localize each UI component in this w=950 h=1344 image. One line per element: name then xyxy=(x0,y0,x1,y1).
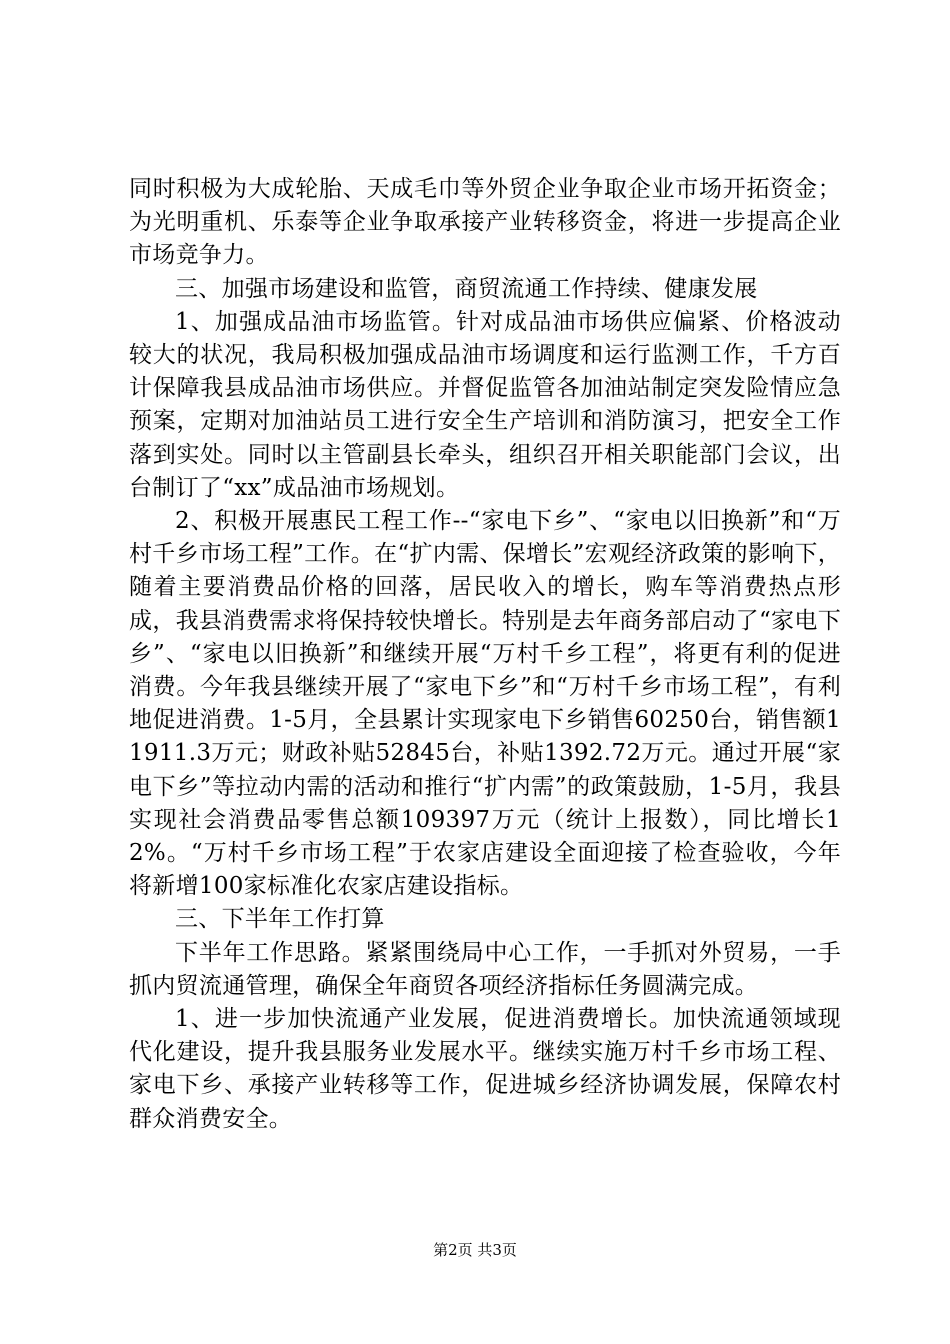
section-heading-plan: 三、下半年工作打算 xyxy=(175,906,385,933)
paragraph-huimin-project: 2、积极开展惠民工程工作--“家电下乡”、“家电以旧换新”和“万村千乡市场工程”工作。在“扩内需、保增长”宏观经济政策的影响下，随着主要消费品价格的回落，居民收入的增长，购车等消费热点形成，我县消费需求将保持较快增长。特别是去年商务部启动了“家电下乡”、“家电以旧换新”和继续开展“万村千乡工程”，将更有利的促进消费。今年我县继续开展了“家电下乡”和“万村千乡市场工程”，有利地促进消费。1-5月，全县累计实现家电下乡销售60250台，销售额11911.3万元；财政补贴52845台，补贴1392.72万元。通过开展“家电下乡”等拉动内需的活动和推行“扩内需”的政策鼓励，1-5月，我县实现社会消费品零售总额109397万元（统计上报数），同比增长12%。“万村千乡市场工程”于农家店建设全面迎接了检查验收，今年将新增100家标准化农家店建设指标。 xyxy=(129,508,841,900)
document-body xyxy=(129,173,841,1136)
paragraph-work-idea: 下半年工作思路。紧紧围绕局中心工作，一手抓对外贸易，一手抓内贸流通管理，确保全年商贸各项经济指标任务圆满完成。 xyxy=(129,939,841,999)
page-number-footer: 第2页 共3页 xyxy=(433,1241,517,1259)
paragraph-circulation-industry: 1、进一步加快流通产业发展，促进消费增长。加快流通领域现代化建设，提升我县服务业发展水平。继续实施万村千乡市场工程、家电下乡、承接产业转移等工作，促进城乡经济协调发展，保障农村群众消费安全。 xyxy=(129,1006,841,1132)
section-heading-market: 三、加强市场建设和监管，商贸流通工作持续、健康发展 xyxy=(175,275,758,302)
paragraph-continuation: 同时积极为大成轮胎、天成毛巾等外贸企业争取企业市场开拓资金；为光明重机、乐泰等企业争取承接产业转移资金，将进一步提高企业市场竞争力。 xyxy=(129,176,841,269)
paragraph-oil-market: 1、加强成品油市场监管。针对成品油市场供应偏紧、价格波动较大的状况，我局积极加强成品油市场调度和运行监测工作，千方百计保障我县成品油市场供应。并督促监管各加油站制定突发险情应急预案，定期对加油站员工进行安全生产培训和消防演习，把安全工作落到实处。同时以主管副县长牵头，组织召开相关职能部门会议，出台制订了“xx”成品油市场规划。 xyxy=(129,308,841,501)
